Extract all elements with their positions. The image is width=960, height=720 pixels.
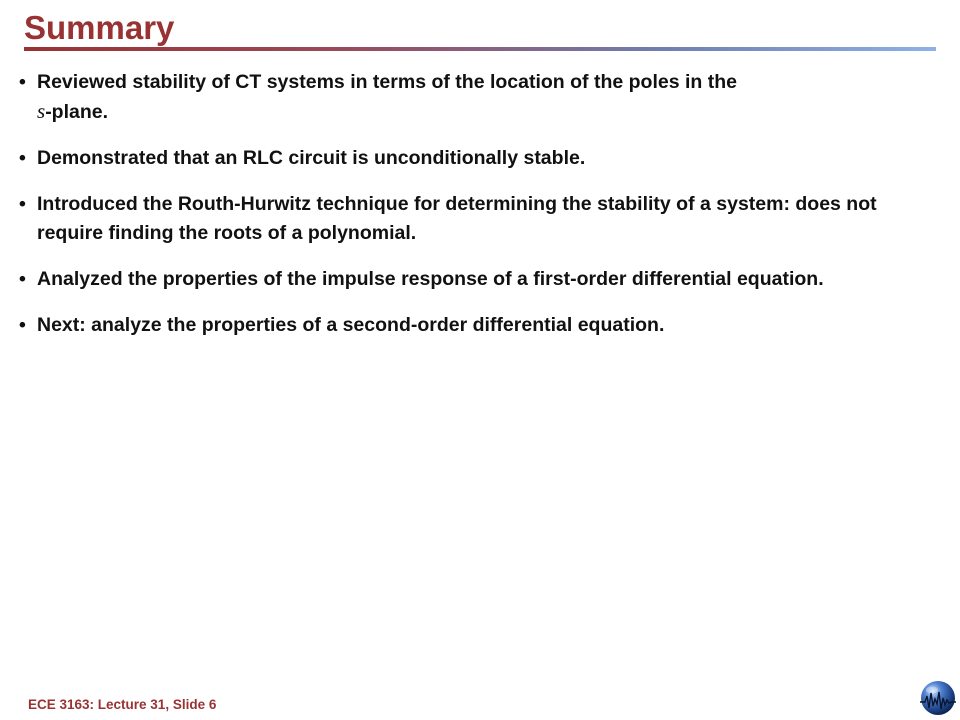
bullet-marker: • bbox=[19, 147, 26, 169]
bullet-item-3 bbox=[19, 190, 924, 248]
bullet-text: Analyzed the properties of the impulse response of a first-order differential equation. bbox=[37, 268, 824, 290]
bullet-list bbox=[19, 68, 924, 357]
bullet-item-5 bbox=[19, 311, 924, 340]
bullet-marker: • bbox=[19, 71, 26, 93]
slide-title: Summary bbox=[24, 9, 175, 46]
bullet-marker: • bbox=[19, 268, 26, 290]
globe-waveform-logo-icon bbox=[918, 678, 958, 718]
s-plane-variable: s bbox=[37, 99, 46, 123]
bullet-text: Next: analyze the properties of a second-order differential equation. bbox=[37, 314, 665, 336]
bullet-marker: • bbox=[19, 193, 26, 215]
bullet-item-2 bbox=[19, 144, 924, 173]
bullet-text: Introduced the Routh-Hurwitz technique for determining the stability of a system: does not require finding the roots of a polynomial. bbox=[37, 193, 877, 244]
bullet-item-4 bbox=[19, 265, 924, 294]
slide-footer: ECE 3163: Lecture 31, Slide 6 bbox=[28, 697, 217, 712]
bullet-item-1 bbox=[19, 68, 924, 127]
bullet-text-part: -plane. bbox=[45, 101, 109, 123]
bullet-text: Demonstrated that an RLC circuit is unconditionally stable. bbox=[37, 147, 586, 169]
bullet-marker: • bbox=[19, 314, 26, 336]
bullet-text bbox=[37, 71, 737, 123]
bullet-text-part: Reviewed stability of CT systems in terms of the location of the poles in the bbox=[37, 71, 737, 93]
title-divider bbox=[24, 47, 936, 51]
